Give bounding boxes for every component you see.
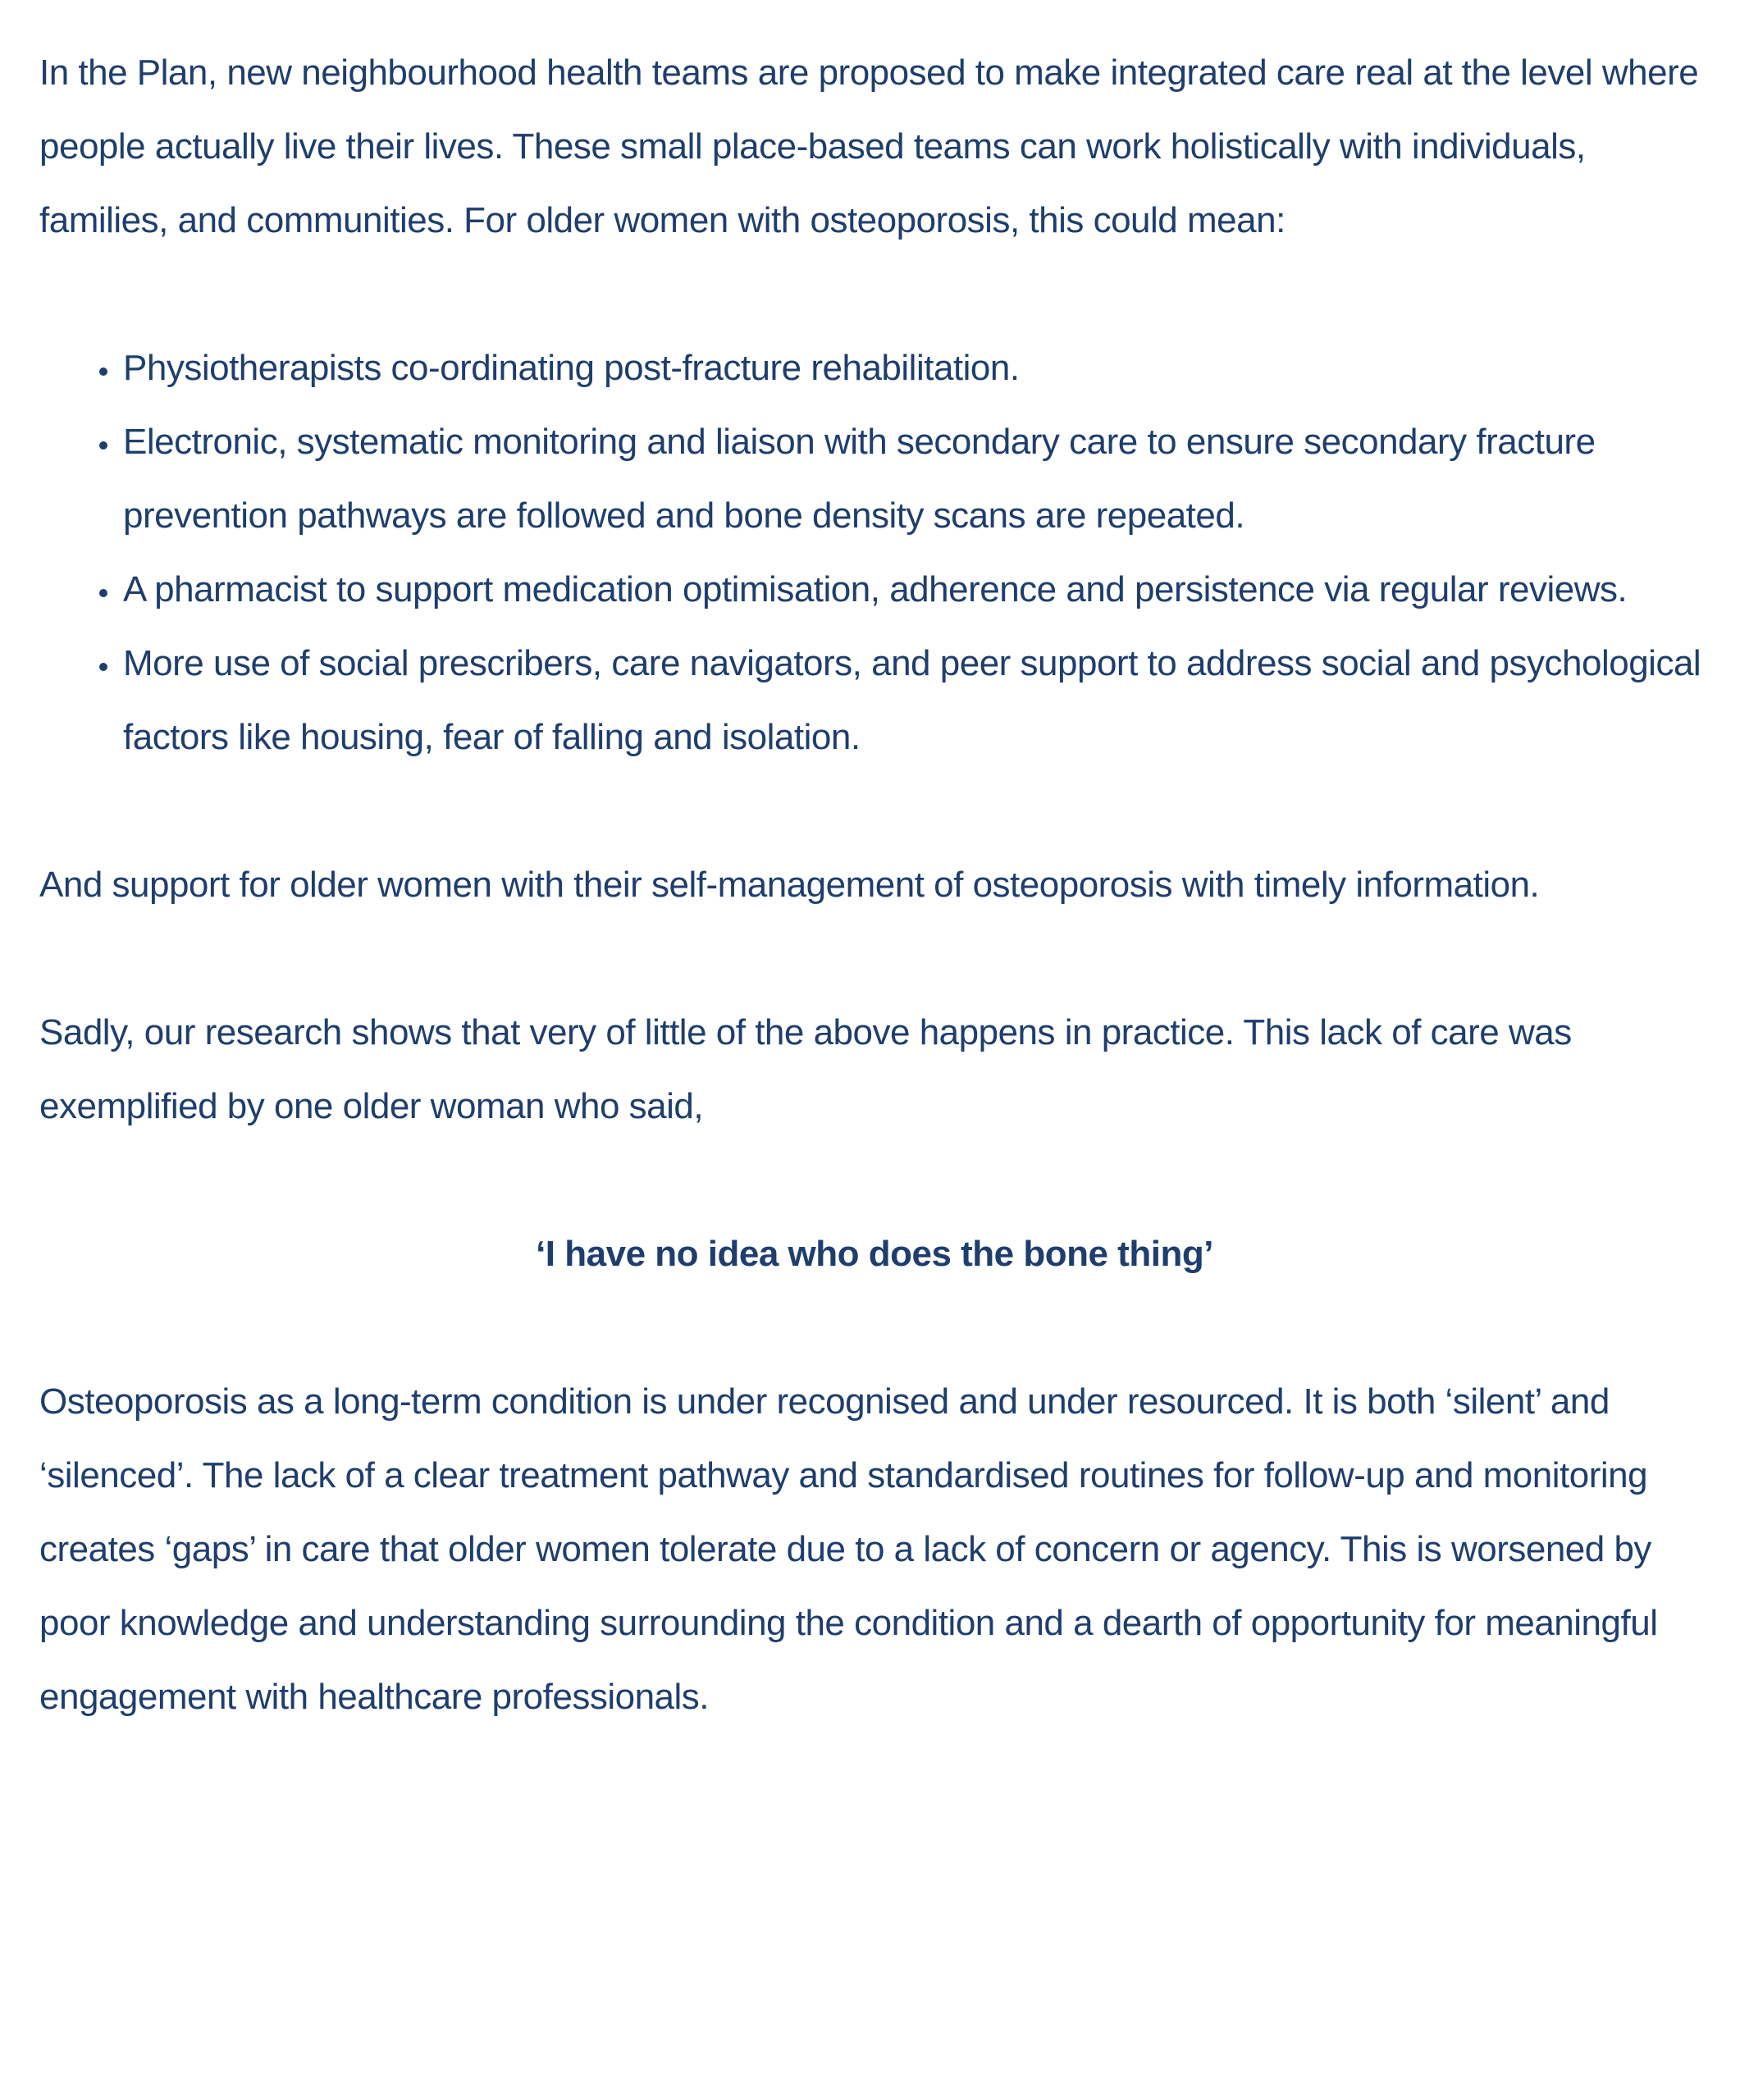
research-paragraph: Sadly, our research shows that very of little of the above happens in practice. This lack of care was exemplified by one older woman who said, [39,1012,1572,1126]
care-bullet-list [39,331,1710,774]
conclusion-paragraph: Osteoporosis as a long-term condition is under recognised and under resourced. It is both ‘silent’ and ‘silenced’. The lack of a clear treatment pathway and standardised routines for follow-up and monitoring creates ‘gaps’ in care that older women tolerate due to a lack of concern or agency. This is worsened by poor knowledge and understanding surrounding the condition and a dearth of opportunity for meaningful engagement with healthcare professionals. [39,1381,1658,1717]
list-item: • A pharmacist to support medication optimisation, adherence and persistence via regular reviews. [121,553,1710,627]
support-paragraph: And support for older women with their self-management of osteoporosis with timely information. [39,865,1540,905]
list-item: • Electronic, systematic monitoring and liaison with secondary care to ensure secondary fracture prevention pathways are followed and bone density scans are repeated. [121,405,1710,553]
list-item: • Physiotherapists co-ordinating post-fracture rehabilitation. [121,331,1710,405]
intro-paragraph: In the Plan, new neighbourhood health teams are proposed to make integrated care real at the level where people actually live their lives. These small place-based teams can work holistically with individuals, families, and communities. For older women with osteoporosis, this could mean: [39,52,1699,240]
pull-quote: ‘I have no idea who does the bone thing’ [536,1234,1213,1274]
list-item: • More use of social prescribers, care navigators, and peer support to address social and psychological factors like housing, fear of falling and isolation. [121,627,1710,774]
